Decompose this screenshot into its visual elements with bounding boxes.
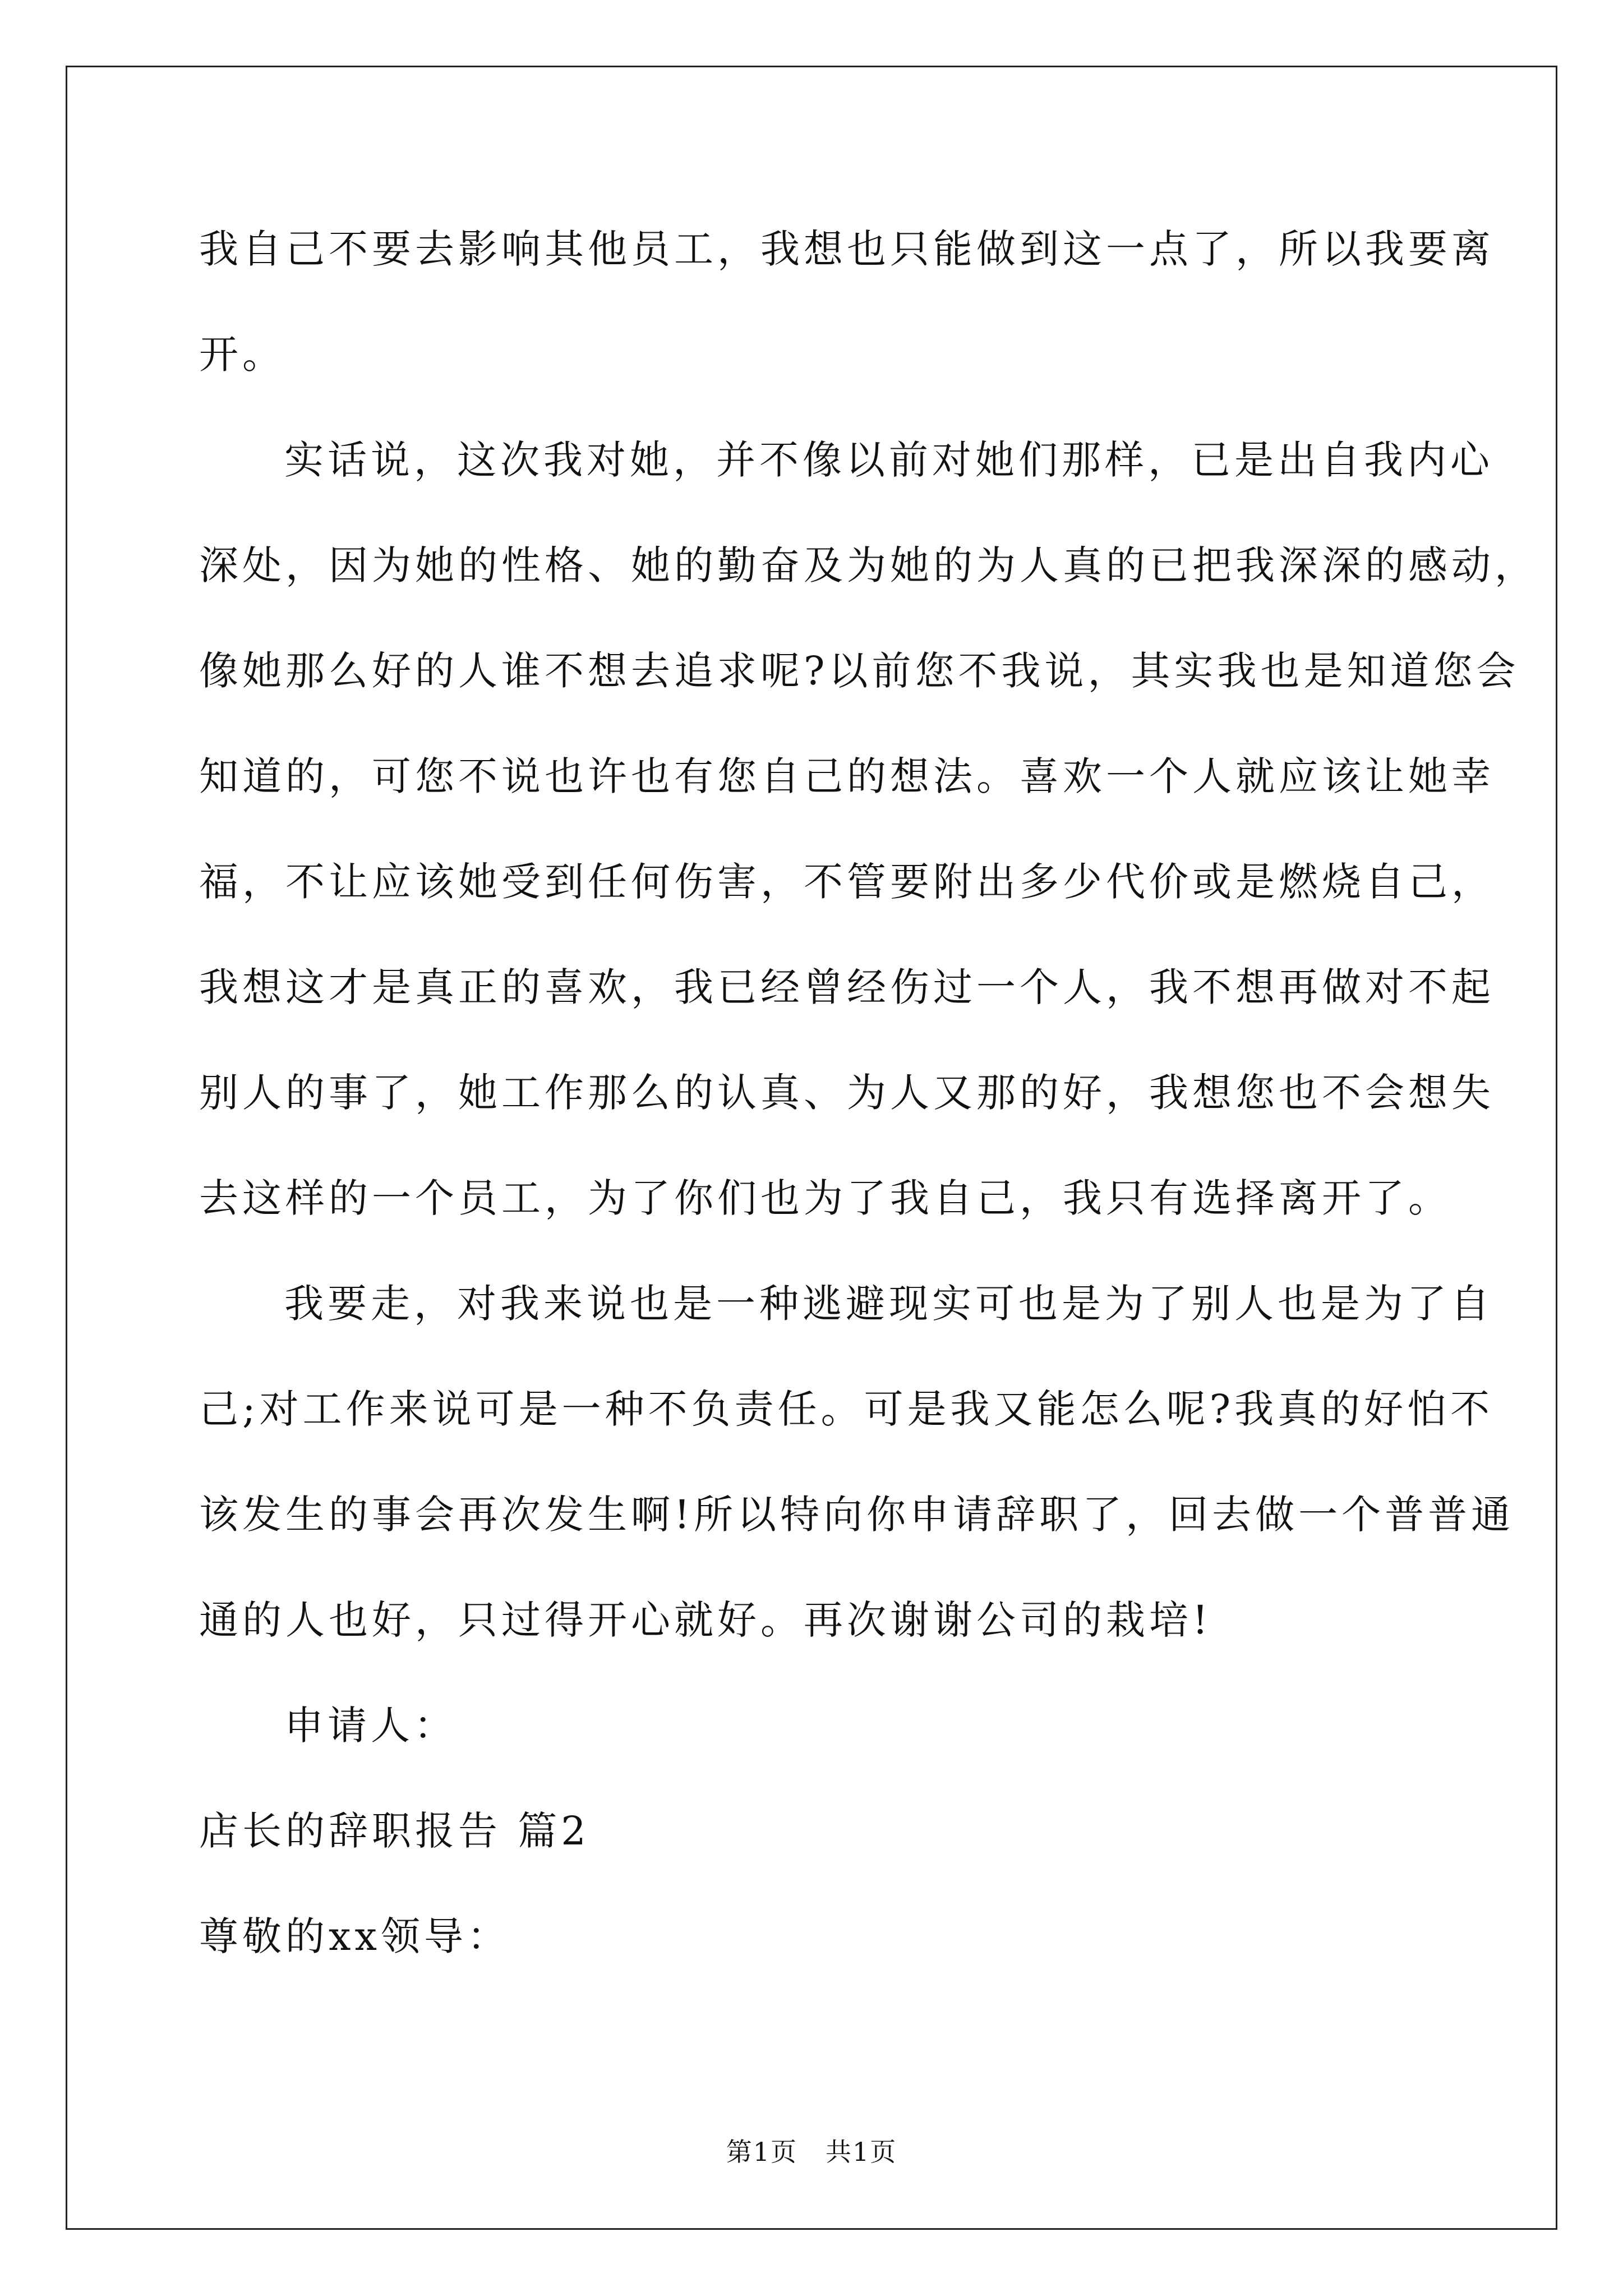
text-line: 通的人也好，只过得开心就好。再次谢谢公司的栽培! xyxy=(199,1597,1212,1643)
applicant-label: 申请人： xyxy=(284,1703,457,1749)
salutation: 尊敬的xx领导： xyxy=(199,1913,510,1959)
text-line: 己;对工作来说可是一种不负责任。可是我又能怎么呢?我真的好怕不 xyxy=(199,1386,1494,1432)
text-line: 该发生的事会再次发生啊!所以特向你申请辞职了，回去做一个普普通 xyxy=(199,1492,1515,1538)
page-total: 共1页 xyxy=(826,2137,897,2167)
document-body xyxy=(199,196,1538,1989)
text-line: 我想这才是真正的喜欢，我已经曾经伤过一个人，我不想再做对不起 xyxy=(199,964,1495,1010)
text-line: 别人的事了，她工作那么的认真、为人又那的好，我想您也不会想失 xyxy=(199,1070,1495,1116)
text-line: 我自己不要去影响其他员工，我想也只能做到这一点了，所以我要离 xyxy=(199,226,1495,272)
text-line: 像她那么好的人谁不想去追求呢?以前您不我说，其实我也是知道您会 xyxy=(199,648,1520,694)
text-line: 知道的，可您不说也许也有您自己的想法。喜欢一个人就应该让她幸 xyxy=(199,753,1495,799)
section-heading: 店长的辞职报告 篇2 xyxy=(199,1808,590,1854)
text-line: 福，不让应该她受到任何伤害，不管要附出多少代价或是燃烧自己， xyxy=(199,859,1495,905)
page-footer xyxy=(0,2132,1623,2169)
text-line: 深处，因为她的性格、她的勤奋及为她的为人真的已把我深深的感动， xyxy=(199,542,1538,588)
text-line: 开。 xyxy=(199,332,285,378)
text-line: 实话说，这次我对她，并不像以前对她们那样，已是出自我内心 xyxy=(284,437,1493,483)
text-line: 去这样的一个员工，为了你们也为了我自己，我只有选择离开了。 xyxy=(199,1175,1451,1221)
page-number: 第1页 xyxy=(726,2137,797,2167)
text-line: 我要走，对我来说也是一种逃避现实可也是为了别人也是为了自 xyxy=(284,1281,1493,1327)
